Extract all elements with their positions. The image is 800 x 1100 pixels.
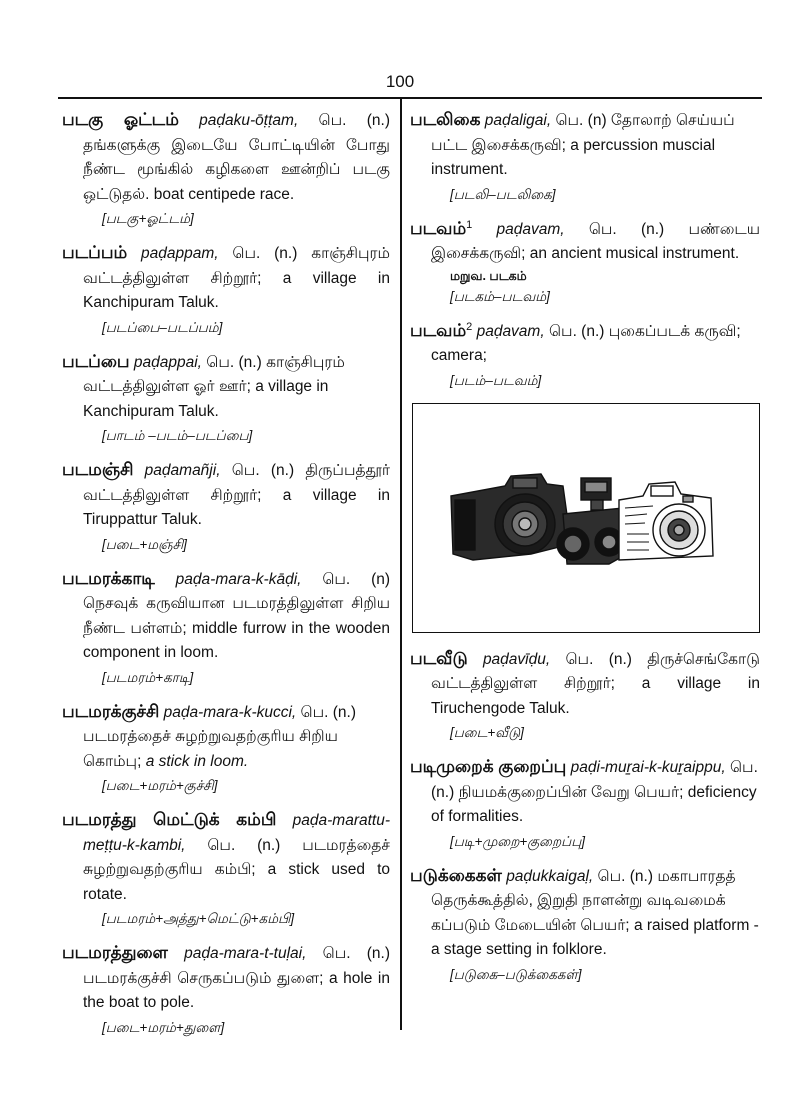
header-rule (58, 97, 762, 99)
tamil-definition: பண்டைய இசைக்கருவி; (431, 220, 760, 262)
headword: படிமுறைக் குறைப்பு (410, 757, 567, 776)
transliteration: paḍa-mara-t-tuḷai, (184, 945, 307, 962)
transliteration: paḍavam, (476, 322, 545, 340)
column-divider (400, 98, 402, 1030)
headword: படவம் (410, 320, 467, 340)
part-of-speech: பெ. (n.) (588, 220, 665, 238)
english-definition: a stick in loom. (145, 752, 249, 770)
etymology: [படகு+ஓட்டம்] (102, 211, 194, 226)
etymology: [படலி–படலிகை] (450, 186, 556, 202)
english-definition: a village in Tiruchengode Taluk. (431, 675, 760, 717)
english-definition: deficiency of formalities. (431, 783, 757, 825)
part-of-speech: பெ. (n.) (431, 759, 758, 801)
camera-figure (412, 403, 760, 633)
tamil-definition: காஞ்சிபுரம் வட்டத்திலுள்ள சிற்றூர்; (83, 245, 391, 287)
english-definition: boat centipede race. (153, 185, 295, 203)
english-definition: a village in Tiruppattur Taluk. (83, 486, 390, 528)
english-definition: a village in Kanchipuram Taluk. (83, 378, 329, 420)
tamil-definition: திருச்செங்கோடு வட்டத்திலுள்ள சிற்றூர்; (431, 650, 760, 692)
transliteration: paḍa-mara-k-kucci, (163, 703, 297, 721)
part-of-speech: பெ. (n.) (207, 836, 281, 854)
transliteration: paḍavam, (496, 220, 565, 238)
camera-illustration-icon (413, 404, 758, 631)
tamil-definition: படமரத்தைச் சுழற்றுவதற்குரிய கம்பி; (83, 836, 390, 878)
dictionary-entry (410, 864, 760, 985)
superscript: 2 (466, 320, 473, 333)
part-of-speech: பெ. (n.) (322, 945, 390, 962)
compact-camera-icon (619, 482, 713, 560)
english-definition: a hole in the boat to pole. (83, 969, 390, 1011)
headword: படலிகை (410, 110, 481, 129)
etymology: [படகம்–படவம்] (450, 288, 550, 304)
part-of-speech: பெ. (n.) (548, 322, 605, 340)
dictionary-entry (410, 755, 760, 852)
tamil-definition: திருப்பத்தூர் வட்டத்திலுள்ள சிற்றூர்; (83, 462, 391, 504)
etymology: [படமரம்+அத்து+மெட்டு+கம்பி] (102, 911, 295, 926)
dictionary-entry (410, 108, 760, 205)
headword: படுக்கைகள் (410, 865, 502, 885)
headword: படகு ஓட்டம் (62, 110, 179, 129)
headword: படமரக்குச்சி (62, 701, 160, 721)
transliteration: paḍaku-ōṭṭam, (199, 112, 299, 129)
headword: படமரத்துளை (62, 943, 168, 962)
english-definition: a village in Kanchipuram Taluk. (83, 269, 390, 311)
transliteration: paḍa-marattu-meṭṭu-k-kambi, (83, 812, 390, 854)
etymology: [படை+மரம்+துளை] (102, 1019, 225, 1035)
dictionary-entry (62, 108, 390, 229)
english-definition: a raised platform - a stage setting in folklore. (431, 916, 759, 958)
tamil-definition: புகைப்படக் கருவி; (608, 322, 741, 340)
tamil-definition: நியமக்குறைப்பின் வேறு பெயர்; (458, 783, 684, 801)
tamil-definition: மகாபாரதத் தெருக்கூத்தில், இறுதி நாளன்று வடிவமைக் கப்படும் மேடையின் பெயர்; (431, 867, 736, 934)
part-of-speech: பெ. (n.) (597, 867, 654, 885)
etymology: [படி+முறை+குறைப்பு] (450, 833, 585, 849)
part-of-speech: பெ. (n.) (206, 353, 262, 371)
headword: படப்பை (62, 351, 130, 371)
headword: படவம் (410, 218, 467, 238)
etymology: [படம்–படவம்] (450, 372, 542, 388)
left-column (62, 108, 390, 1050)
headword: படவீடு (410, 648, 468, 668)
part-of-speech: பெ. (n.) (318, 112, 390, 129)
dictionary-entry (62, 241, 390, 338)
english-definition: a percussion muscial instrument. (431, 136, 716, 178)
page-number: 100 (385, 72, 415, 91)
tamil-definition: தங்களுக்கு இடையே போட்டியின் போது நீண்ட மூங்கில் கழிகளை ஊன்றிப் படகு ஒட்டுதல். (83, 136, 390, 203)
english-definition: a stick used to rotate. (83, 861, 390, 903)
etymology: [படை+மஞ்சி] (102, 536, 187, 552)
right-column (410, 108, 760, 997)
dictionary-entry (62, 700, 390, 797)
transliteration: paḍappai, (133, 353, 202, 371)
dictionary-entry (410, 319, 760, 391)
etymology: [படுகை–படுக்கைகள்] (450, 966, 582, 982)
part-of-speech: பெ. (n) (555, 112, 607, 129)
tamil-definition: தோலாற் செய்யப் பட்ட இசைக்கருவி; (431, 112, 735, 154)
transliteration: paḍi-muṟai-k-kuṟaippu, (570, 759, 726, 776)
dictionary-entry (62, 567, 390, 688)
dictionary-entry (62, 808, 390, 929)
superscript: 1 (466, 218, 473, 231)
etymology: [படப்பை–படப்பம்] (102, 319, 223, 335)
transliteration: paḍukkaigaḷ, (506, 867, 594, 885)
transliteration: paḍa-mara-k-kāḍi, (175, 570, 302, 588)
etymology: [படமரம்+காடி] (102, 669, 194, 685)
part-of-speech: பெ. (n) (322, 570, 391, 588)
tamil-definition: நெசவுக் கருவியான படமரத்திலுள்ள சிறிய நீண்ட பள்ளம்; (83, 595, 390, 637)
synonym: மறுவ. படகம் (450, 268, 527, 283)
english-definition: middle furrow in the wooden component in loom. (83, 619, 390, 661)
part-of-speech: பெ. (n.) (232, 245, 298, 262)
tamil-definition: படமரத்தைச் சுழற்றுவதற்குரிய சிறிய கொம்பு; (83, 728, 338, 770)
part-of-speech: பெ. (n.) (231, 462, 295, 479)
headword: படமரக்காடி (62, 568, 155, 588)
dictionary-entry (410, 647, 760, 744)
part-of-speech: பெ. (n.) (565, 650, 632, 668)
part-of-speech: பெ. (n.) (300, 703, 357, 721)
transliteration: paḍaligai, (484, 112, 552, 129)
dictionary-entry (62, 941, 390, 1038)
headword: படமஞ்சி (62, 460, 134, 479)
etymology: [படை+வீடு] (450, 725, 524, 740)
flash-camera-icon (557, 478, 627, 564)
etymology: [பாடம் –படம்–படப்பை] (102, 428, 253, 443)
etymology: [படை+மரம்+குச்சி] (102, 778, 218, 793)
headword: படப்பம் (62, 243, 128, 262)
english-definition: camera; (431, 347, 487, 364)
transliteration: paḍappam, (141, 245, 219, 262)
headword: படமரத்து மெட்டுக் கம்பி (62, 810, 277, 829)
transliteration: paḍamañji, (144, 462, 221, 479)
tamil-definition: காஞ்சிபுரம் வட்டத்திலுள்ள ஓர் ஊர்; (83, 353, 345, 395)
dictionary-entry (410, 217, 760, 307)
dictionary-entry (62, 458, 390, 555)
slr-camera-icon (451, 474, 571, 560)
transliteration: paḍavīḍu, (482, 650, 551, 668)
english-definition: an ancient musical instrument. (529, 245, 740, 262)
dictionary-entry (62, 350, 390, 447)
tamil-definition: படமரக்குச்சி செருகப்படும் துளை; (83, 969, 324, 987)
